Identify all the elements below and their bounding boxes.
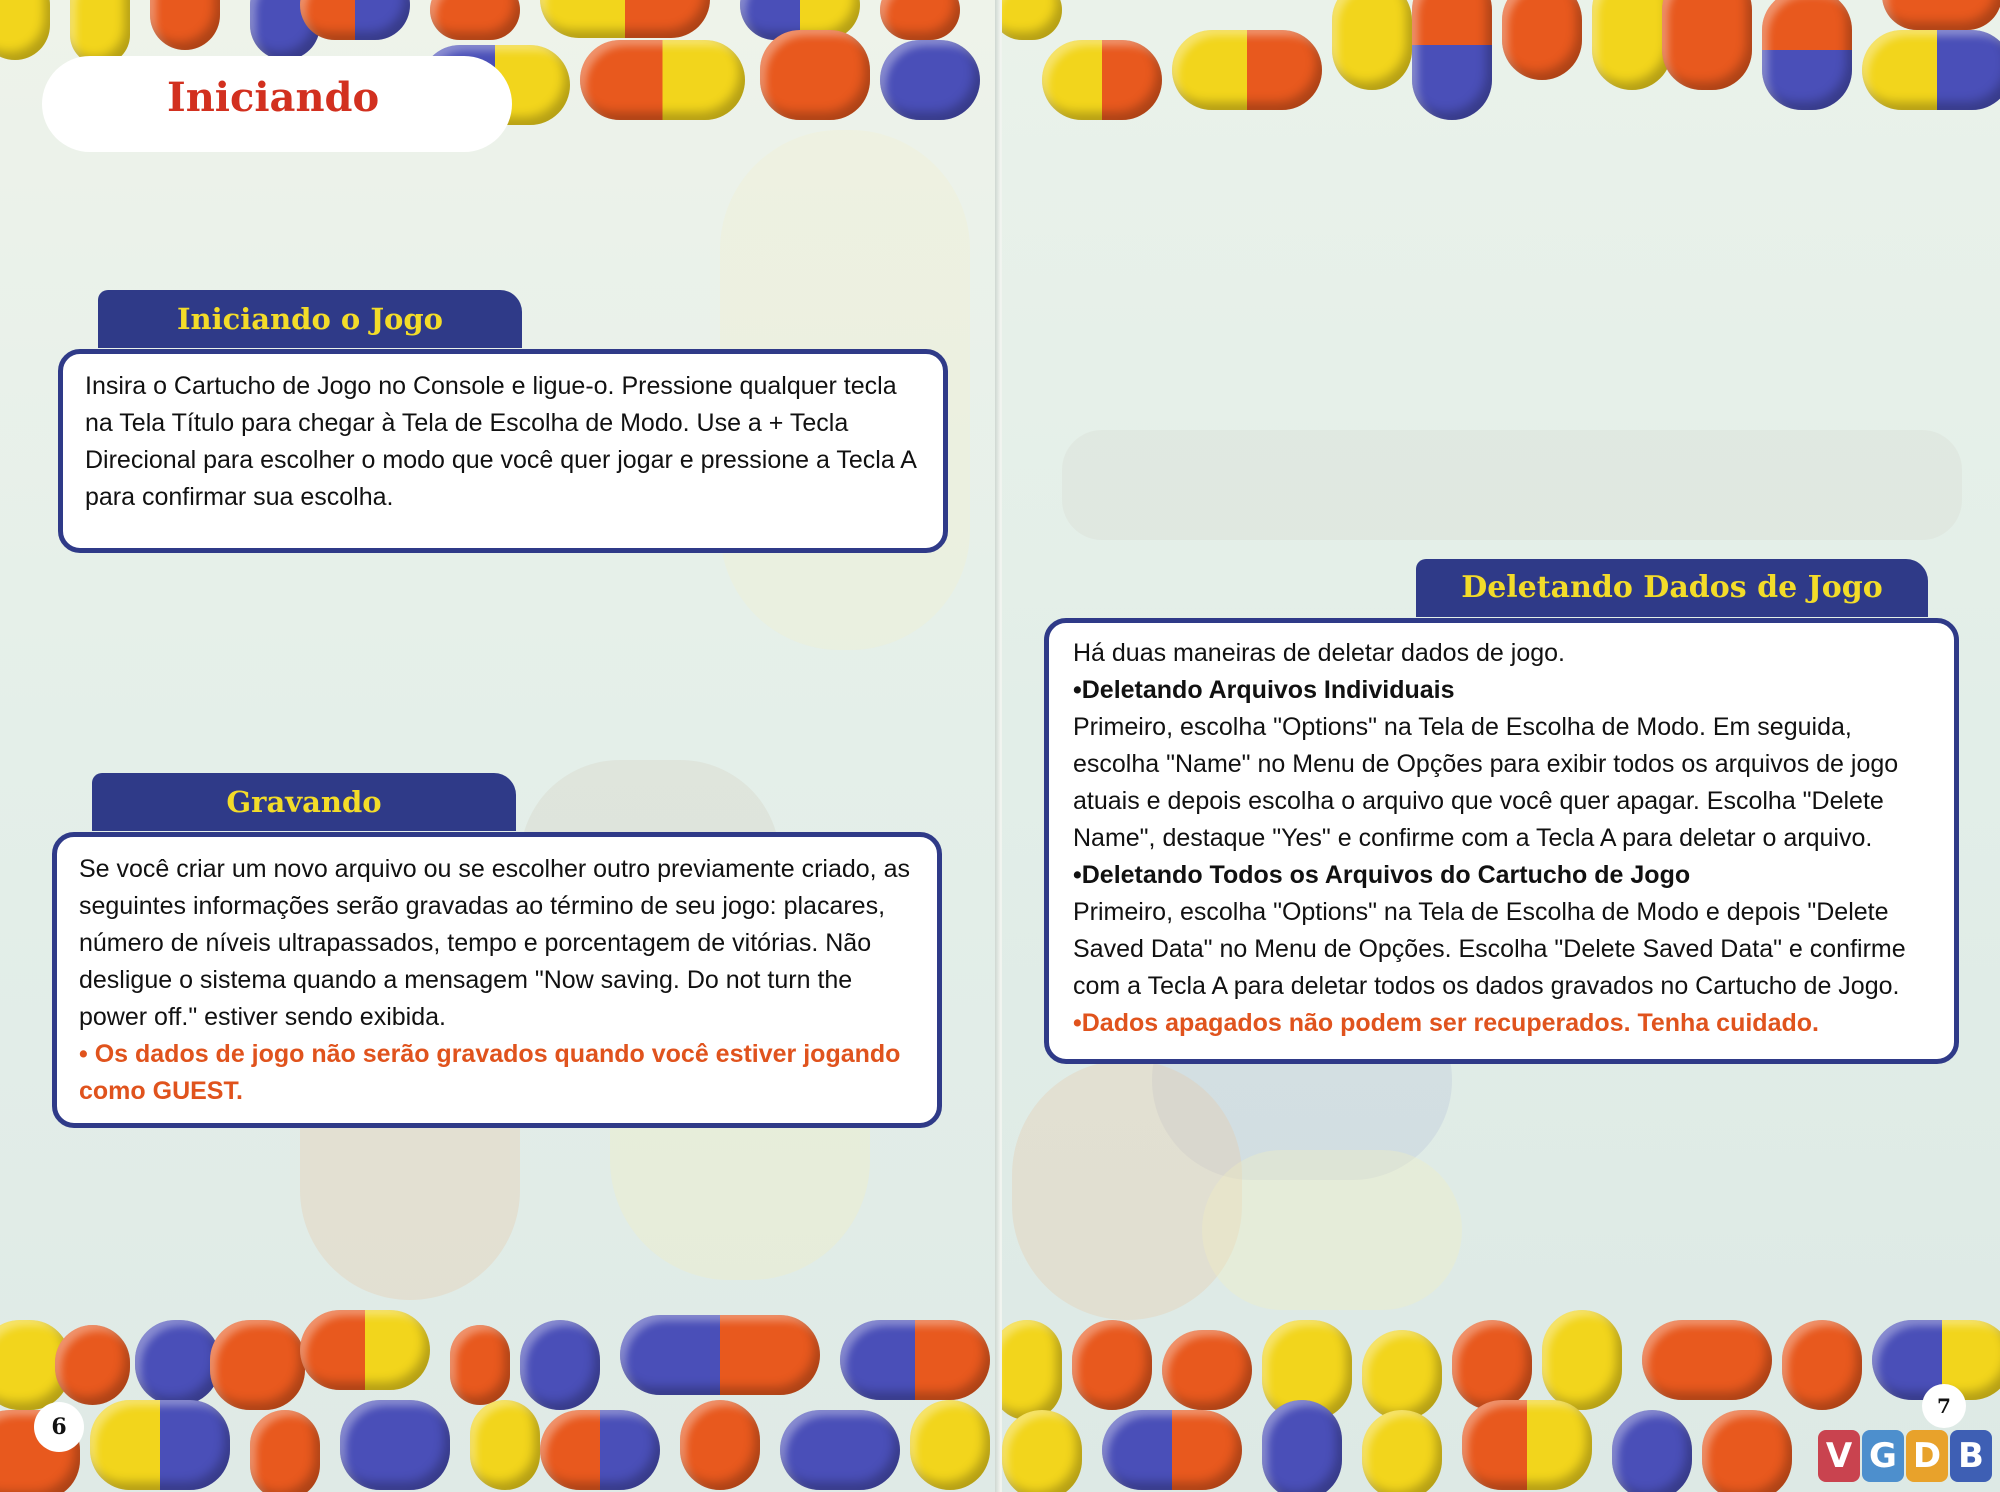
- capsule: [450, 1325, 510, 1405]
- capsule: [1782, 1320, 1862, 1410]
- capsule: [1002, 0, 1062, 40]
- page-number-right: 7: [1922, 1384, 1966, 1428]
- capsule: [340, 1400, 450, 1490]
- capsule: [540, 0, 710, 38]
- capsule: [620, 1315, 820, 1395]
- item-title-todos: •Deletando Todos os Arquivos do Cartucho de Jogo: [1073, 861, 1691, 889]
- capsule: [1642, 1320, 1772, 1400]
- capsule: [1002, 1320, 1062, 1420]
- item-text-todos: Primeiro, escolha "Options" na Tela de Escolha de Modo e depois "Delete Saved Data" no Menu de Opções. Escolha "Delete Saved Data" e confirme com a Tecla A para deletar todos os dados gravados no Cartucho de Jogo.: [1073, 898, 1906, 1000]
- item-title-individuais: •Deletando Arquivos Individuais: [1073, 676, 1455, 704]
- warning-text: • Os dados de jogo não serão gravados quando você estiver jogando como GUEST.: [79, 1040, 901, 1105]
- capsule: [1172, 30, 1322, 110]
- capsule: [250, 1410, 320, 1492]
- capsule: [300, 0, 410, 40]
- capsule: [1882, 0, 2000, 30]
- capsule: [540, 1410, 660, 1490]
- item-text-individuais: Primeiro, escolha "Options" na Tela de Escolha de Modo. Em seguida, escolha "Name" no Menu de Opções para exibir todos os arquivos de jogo atuais e depois escolha o arquivo que você quer apagar. Escolha "Delete Name", destaque "Yes" e confirme com a Tecla A para deletar o arquivo.: [1073, 713, 1899, 852]
- capsule: [1462, 1400, 1592, 1490]
- capsule: [135, 1320, 220, 1405]
- section-text: Insira o Cartucho de Jogo no Console e ligue-o. Pressione qualquer tecla na Tela Título para chegar à Tela de Escolha de Modo. Use a + Tecla Direcional para escolher o modo que você quer jogar e pressione a Tecla A para confirmar sua escolha.: [85, 372, 916, 511]
- page-number-left: 6: [34, 1402, 84, 1452]
- section-tab-deletando: Deletando Dados de Jogo: [1416, 559, 1928, 617]
- capsule: [760, 30, 870, 120]
- capsule: [520, 1320, 600, 1410]
- capsule: [1162, 1330, 1252, 1410]
- capsule: [880, 40, 980, 120]
- logo-letter: B: [1950, 1430, 1992, 1482]
- logo-letter: V: [1818, 1430, 1860, 1482]
- capsule: [780, 1410, 900, 1490]
- capsule: [1702, 1410, 1792, 1492]
- section-intro: Há duas maneiras de deletar dados de jogo.: [1073, 639, 1565, 667]
- section-box-gravando: [52, 832, 942, 1128]
- capsule: [680, 1400, 760, 1490]
- capsule: [910, 1400, 990, 1490]
- capsule: [1612, 1410, 1692, 1492]
- capsule: [1502, 0, 1582, 80]
- section-tab-iniciando-jogo: Iniciando o Jogo: [98, 290, 522, 348]
- page-title: Iniciando: [167, 74, 380, 121]
- section-tab-gravando: Gravando: [92, 773, 516, 831]
- capsule: [430, 0, 520, 40]
- capsule: [1862, 30, 2000, 110]
- capsule: [300, 1310, 430, 1390]
- capsule: [55, 1325, 130, 1405]
- vgdb-logo: [1818, 1430, 1992, 1482]
- capsule: [1412, 0, 1492, 120]
- capsule: [1362, 1330, 1442, 1420]
- capsule: [1262, 1400, 1342, 1492]
- capsule: [150, 0, 220, 50]
- logo-letter: D: [1906, 1430, 1948, 1482]
- capsule: [0, 0, 50, 60]
- section-box-deletando: [1044, 618, 1959, 1064]
- warning-text: •Dados apagados não podem ser recuperados. Tenha cuidado.: [1073, 1009, 1819, 1037]
- capsule: [210, 1320, 305, 1410]
- capsule: [1002, 1410, 1082, 1492]
- background-capsule: [1202, 1150, 1462, 1310]
- section-text: Se você criar um novo arquivo ou se escolher outro previamente criado, as seguintes informações serão gravadas ao término de seu jogo: placares, número de níveis ultrapassados, tempo e porcentagem de vitórias. Não desligue o sistema quando a mensagem "Now saving. Do not turn the power off." estiver sendo exibida.: [79, 855, 910, 1031]
- capsule: [1042, 40, 1162, 120]
- section-box-iniciando-jogo: [58, 349, 948, 553]
- logo-letter: G: [1862, 1430, 1904, 1482]
- page-title-pill: [42, 56, 512, 152]
- capsule: [1102, 1410, 1242, 1490]
- right-page: [1002, 0, 2000, 1492]
- capsule: [1332, 0, 1412, 90]
- capsule: [840, 1320, 990, 1400]
- capsule: [1072, 1320, 1152, 1410]
- capsule: [580, 40, 745, 120]
- capsule: [1592, 0, 1672, 90]
- capsule: [1542, 1310, 1622, 1410]
- background-capsule: [1012, 1060, 1242, 1320]
- capsule: [880, 0, 960, 40]
- capsule: [1762, 0, 1852, 110]
- background-panel: [1062, 430, 1962, 540]
- capsule: [470, 1400, 540, 1490]
- capsule: [1452, 1320, 1532, 1410]
- capsule: [1362, 1410, 1442, 1492]
- capsule: [1662, 0, 1752, 90]
- capsule: [90, 1400, 230, 1490]
